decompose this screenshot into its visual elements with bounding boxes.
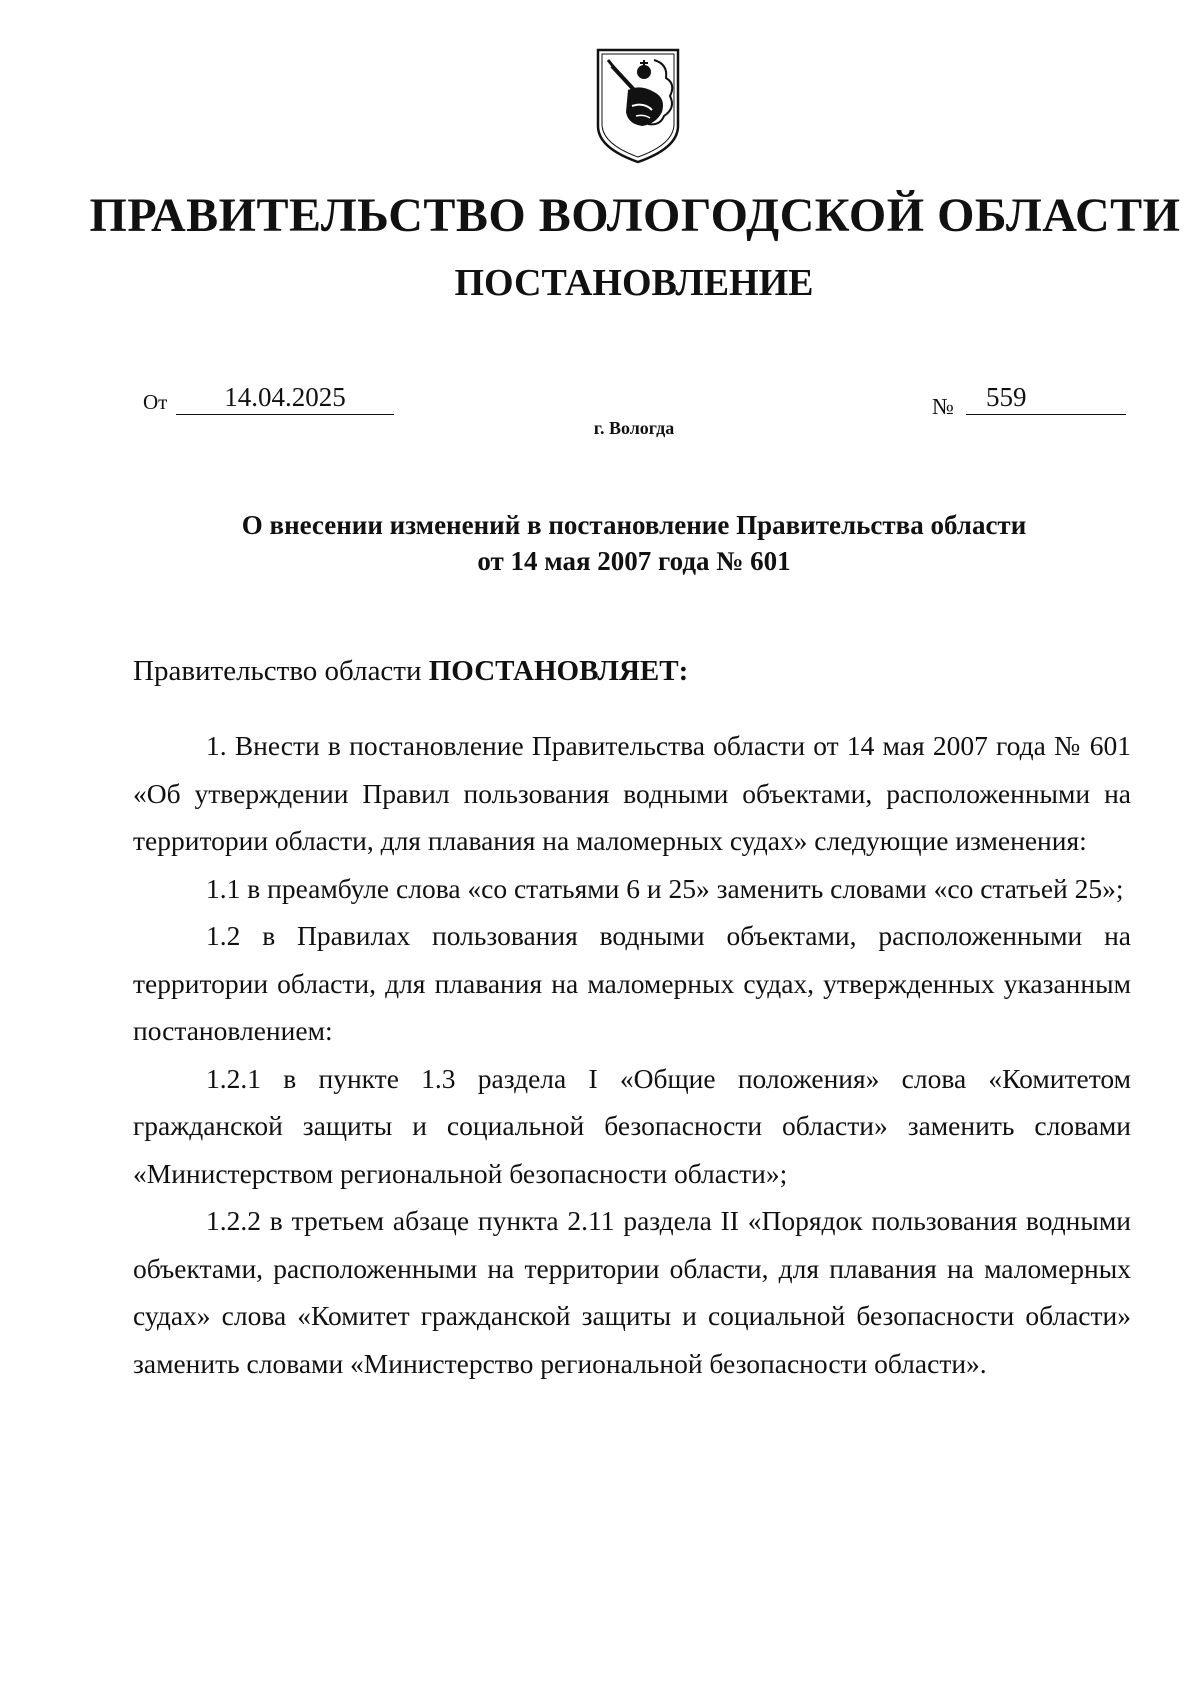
subject-line-1: О внесении изменений в постановление Правительства области bbox=[241, 510, 1027, 540]
document-type: ПОСТАНОВЛЕНИЕ bbox=[454, 262, 814, 304]
preamble-emphasis: ПОСТАНОВЛЯЕТ: bbox=[428, 655, 689, 687]
document-subject bbox=[0, 507, 1200, 579]
date-prefix: От bbox=[143, 390, 168, 414]
subject-line-2: от 14 мая 2007 года № 601 bbox=[477, 546, 791, 576]
document-date: 14.04.2025 bbox=[176, 382, 394, 415]
preamble bbox=[133, 655, 688, 688]
government-title: ПРАВИТЕЛЬСТВО ВОЛОГОДСКОЙ ОБЛАСТИ bbox=[89, 189, 1181, 242]
paragraph-1: 1. Внести в постановление Правительства области от 14 мая 2007 года № 601 «Об утверждении Правил пользования водными объектами, расположенными на территории области, для плавания на маломерных судах» следующие изменения: bbox=[133, 730, 1131, 856]
document-number-field bbox=[966, 382, 1126, 415]
document-body bbox=[133, 722, 1131, 1387]
vologda-coat-of-arms-icon bbox=[592, 46, 684, 166]
preamble-text: Правительство области bbox=[133, 655, 429, 687]
document-city: г. Вологда bbox=[593, 418, 675, 438]
number-prefix: № bbox=[932, 394, 954, 419]
paragraph-1-2-2: 1.2.2 в третьем абзаце пункта 2.11 раздела II «Порядок пользования водными объектами, расположенными на территории области, для плавания на маломерных судах» слова «Комитет гражданской защиты и социальной безопасности области» заменить словами «Министерство региональной безопасности области». bbox=[133, 1205, 1131, 1379]
document-number: 559 bbox=[986, 382, 1027, 412]
paragraph-1-2: 1.2 в Правилах пользования водными объектами, расположенными на территории области, для плавания на маломерных судах, утвержденных указанным постановлением: bbox=[133, 920, 1131, 1046]
paragraph-1-2-1: 1.2.1 в пункте 1.3 раздела I «Общие положения» слова «Комитетом гражданской защиты и социальной безопасности области» заменить словами «Министерством региональной безопасности области»; bbox=[133, 1062, 1131, 1189]
paragraph-1-1: 1.1 в преамбуле слова «со статьями 6 и 25» заменить словами «со статьей 25»; bbox=[206, 872, 1124, 904]
